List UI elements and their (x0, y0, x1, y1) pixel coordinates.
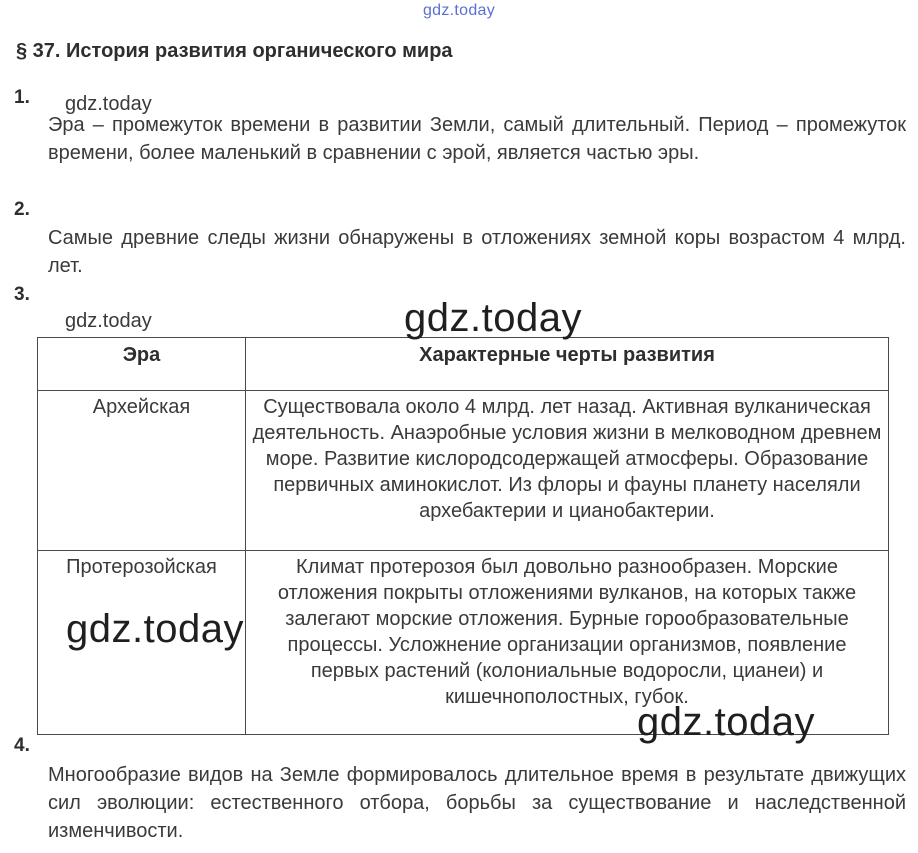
watermark-big-2: gdz.today (66, 607, 244, 651)
features-cell: Климат протерозоя был довольно разнообразен. Морские отложения покрыты отложениями вулканов, на которых также залегают морские отложения. Бурные горообразовательные процессы. Усложнение организации организмов, появление первых растений (колониальные водоросли, цианеи) и кишечнополостных, губок. (246, 551, 889, 735)
header-era: Эра (38, 338, 246, 391)
table-row (38, 391, 889, 551)
item-number-1: 1. (14, 87, 30, 108)
features-cell: Существовала около 4 млрд. лет назад. Активная вулканическая деятельность. Анаэробные условия жизни в мелководном древнем море. Развитие кислородсодержащей атмосферы. Образование первичных аминокислот. Из флоры и фауны планету населяли архебактерии и цианобактерии. (246, 391, 889, 551)
table-header-row (38, 338, 889, 391)
watermark-big-1: gdz.today (404, 296, 582, 340)
era-cell: Архейская (38, 391, 246, 551)
answer-2-text: Самые древние следы жизни обнаружены в отложениях земной коры возрастом 4 млрд. лет. (48, 227, 906, 277)
answer-4-text: Многообразие видов на Земле формировалось длительное время в результате движущих сил эволюции: естественного отбора, борьбы за существование и наследственной изменчивости. (48, 764, 906, 842)
item-number-3: 3. (14, 284, 30, 305)
watermark-big-3: gdz.today (637, 700, 815, 744)
item-number-4: 4. (14, 735, 30, 756)
watermark-small-1: gdz.today (65, 93, 152, 115)
era-cell: Протерозойская (38, 551, 246, 735)
page-title: § 37. История развития органического мира (16, 40, 453, 62)
eras-table (37, 337, 889, 735)
item-number-2: 2. (14, 199, 30, 220)
header-features: Характерные черты развития (246, 338, 889, 391)
answer-1-text: Эра – промежуток времени в развитии Земли, самый длительный. Период – промежуток времени, более маленький в сравнении с эрой, является частью эры. (48, 114, 906, 164)
watermark-top: gdz.today (422, 2, 496, 19)
watermark-small-2: gdz.today (65, 310, 152, 332)
